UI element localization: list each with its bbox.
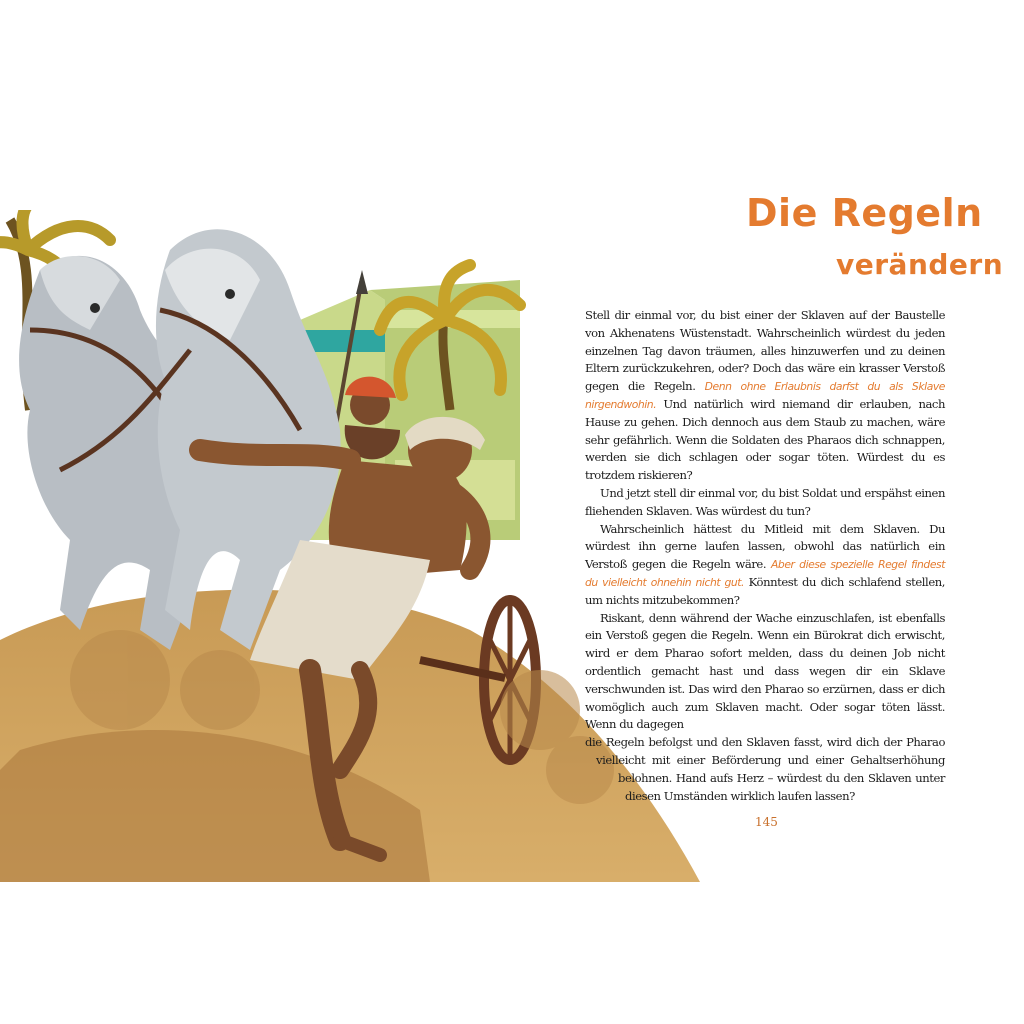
text-line: vielleicht mit einer Beförderung und einer Gehaltserhöhung [596,752,945,767]
paragraph [585,485,945,521]
text-segment: Stell dir einmal vor, du bist einer der Sklaven auf der Baustelle von Akhenatens Wüstenstadt. Wahrscheinlich würdest du jeden einzelnen Tag davon träumen, alles hinzuwerfen und zu deinen Eltern zurückzukehren, oder? Doch das wäre ein krasser Verstoß gegen die Regeln. [585,308,945,394]
paragraph [585,610,945,735]
paragraph [585,307,945,485]
page-number: 145 [755,815,778,829]
text-line: diesen Umständen wirklich laufen lassen? [625,788,855,803]
paragraph [585,521,945,610]
chapter-title-line-1: Die Regeln [746,191,983,235]
text-line: die Regeln befolgst und den Sklaven fasst, wird dich der Pharao [585,735,945,750]
chapter-title-line-2: verändern [836,248,1004,281]
highlighted-text: Aber diese spezielle Regel findest du vielleicht ohnehin nicht gut. [585,558,945,589]
text-line: belohnen. Hand aufs Herz – würdest du den Sklaven unter [618,770,945,785]
text-segment: Und jetzt stell dir einmal vor, du bist Soldat und erspähst einen fliehenden Sklaven. Was würdest du tun? [585,485,945,518]
text-segment: Und natürlich wird niemand dir erlauben, nach Hause zu gehen. Dich dennoch aus dem Staub zu machen, wäre sehr gefährlich. Wenn die Soldaten des Pharaos dich schnappen, werden sie dich schlagen oder sogar töten. Würdest du es trotzdem riskieren? [585,396,945,483]
text-segment: Könntest du dich schlafend stellen, um nichts mitzubekommen? [585,574,945,607]
wrapped-lines [585,734,945,805]
text-segment: Wahrscheinlich hättest du Mitleid mit dem Sklaven. Du würdest ihn gerne laufen lassen, obwohl das natürlich ein Verstoß gegen die Regeln wäre. [585,521,945,572]
highlighted-text: Denn ohne Erlaubnis darfst du als Sklave nirgendwohin. [585,380,945,411]
body-text [585,307,945,805]
text-segment: Riskant, denn während der Wache einzuschlafen, ist ebenfalls ein Verstoß gegen die Regeln. Wenn ein Bürokrat dich erwischt, wird er dem Pharao sofort melden, dass du deinen Job nicht ordentlich gemacht hast und dass wegen dir ein Sklave verschwunden ist. Das wird den Pharao so erzürnen, dass er dich womöglich auch zum Sklaven macht. Oder sogar töten lässt. Wenn du dagegen [585,610,945,732]
